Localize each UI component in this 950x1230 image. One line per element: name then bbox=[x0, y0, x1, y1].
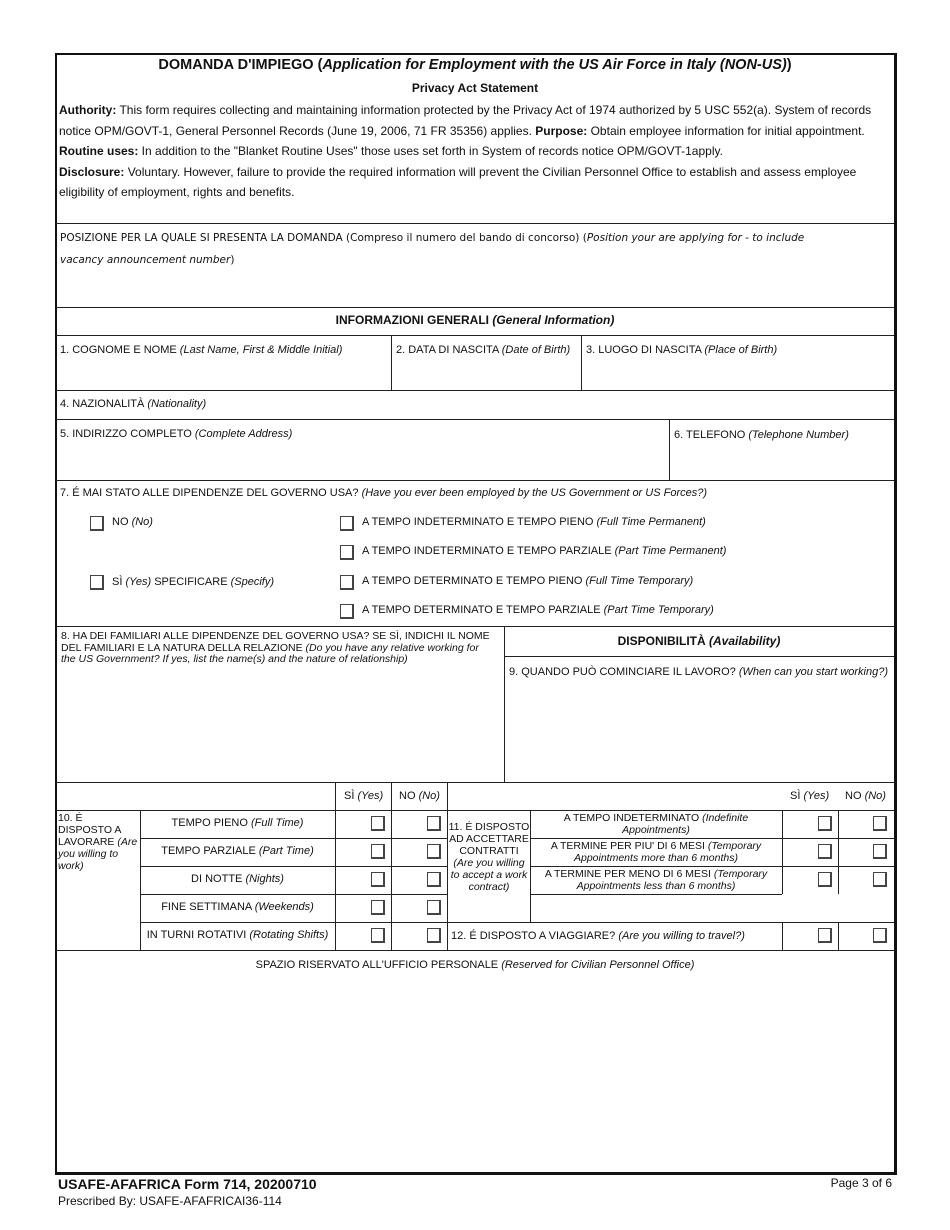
yes-text: SÌ bbox=[344, 790, 358, 802]
divider bbox=[140, 866, 447, 867]
field-label: 3. LUOGO DI NASCITA bbox=[586, 344, 705, 356]
q10-english: (Are you willing to work) bbox=[58, 836, 138, 872]
title-english: Application for Employment with the US Air Force in Italy (NON-US) bbox=[322, 57, 787, 73]
row-text: DI NOTTE bbox=[191, 873, 246, 885]
q10-label bbox=[58, 812, 138, 872]
purpose-text: Obtain employee information for initial appointment. bbox=[587, 123, 865, 138]
q12-text: 12. É DISPOSTO A VIAGGIARE? bbox=[451, 930, 619, 942]
q10-yes-checkbox[interactable] bbox=[371, 872, 385, 887]
field-label-english: (Nationality) bbox=[147, 398, 207, 410]
q10-yes-checkbox[interactable] bbox=[371, 900, 385, 915]
row-english: (Weekends) bbox=[254, 901, 314, 913]
divider bbox=[838, 922, 839, 950]
general-heading-english: (General Information) bbox=[492, 313, 615, 327]
q7-option-checkbox[interactable] bbox=[340, 516, 354, 531]
no-text: NO bbox=[399, 790, 419, 802]
yes-english: (Yes) bbox=[357, 790, 384, 802]
no-header bbox=[399, 790, 440, 802]
row-text: IN TURNI ROTATIVI bbox=[146, 929, 250, 941]
q7-option-checkbox[interactable] bbox=[340, 545, 354, 560]
field-label-english: (Place of Birth) bbox=[704, 344, 778, 356]
telephone-field[interactable] bbox=[674, 429, 849, 441]
no-english: (No) bbox=[131, 516, 153, 528]
no-text: NO bbox=[845, 790, 865, 802]
q11-row-label bbox=[532, 840, 780, 864]
yes-english: (Yes) bbox=[125, 576, 152, 588]
routine-label: Routine uses: bbox=[59, 144, 139, 158]
q10-no-checkbox[interactable] bbox=[427, 928, 441, 943]
purpose-label: Purpose: bbox=[535, 123, 588, 138]
q11-yes-checkbox[interactable] bbox=[818, 872, 832, 887]
divider bbox=[140, 922, 447, 923]
divider bbox=[140, 894, 447, 895]
q10-row-label bbox=[140, 873, 335, 885]
divider bbox=[391, 782, 392, 950]
option-english: (Full Time Permanent) bbox=[596, 516, 706, 528]
q11-no-checkbox[interactable] bbox=[873, 844, 887, 859]
q12-label bbox=[451, 930, 745, 942]
divider bbox=[56, 480, 894, 481]
q7-option-label bbox=[362, 604, 714, 616]
divider bbox=[56, 626, 894, 627]
general-info-heading bbox=[56, 313, 894, 327]
divider bbox=[447, 922, 894, 923]
q11-row-label bbox=[532, 812, 780, 836]
q10-row-label bbox=[140, 817, 335, 829]
q11-no-checkbox[interactable] bbox=[873, 872, 887, 887]
q12-english: (Are you willing to travel?) bbox=[618, 930, 745, 942]
q10-yes-checkbox[interactable] bbox=[371, 844, 385, 859]
q7-text: 7. É MAI STATO ALLE DIPENDENZE DEL GOVERNO USA? bbox=[60, 487, 362, 499]
reserved-area bbox=[56, 959, 894, 971]
q9-text: 9. QUANDO PUÒ COMINCIARE IL LAVORO? bbox=[509, 666, 739, 678]
yes-header bbox=[344, 790, 383, 802]
q7-english: (Have you ever been employed by the US Government or US Forces?) bbox=[361, 487, 708, 499]
availability-heading bbox=[504, 634, 894, 648]
row-english: (Temporary Appointments more than 6 months) bbox=[573, 840, 762, 864]
privacy-statement bbox=[59, 100, 891, 203]
option-text: A TEMPO INDETERMINATO E TEMPO PARZIALE bbox=[362, 545, 615, 557]
no-english: (No) bbox=[864, 790, 886, 802]
yes-text: SÌ bbox=[112, 576, 126, 588]
disclosure-label: Disclosure: bbox=[59, 164, 125, 179]
availability-english: (Availability) bbox=[708, 634, 781, 648]
q10-yes-checkbox[interactable] bbox=[371, 816, 385, 831]
divider bbox=[56, 307, 894, 308]
specify-english: (Specify) bbox=[230, 576, 275, 588]
relatives-field[interactable] bbox=[61, 631, 491, 666]
divider bbox=[530, 838, 894, 839]
position-label-english: Position your are applying for - to include vacancy announcement number bbox=[60, 232, 805, 266]
general-heading-text: INFORMAZIONI GENERALI bbox=[335, 313, 493, 327]
q11-yes-checkbox[interactable] bbox=[818, 816, 832, 831]
divider bbox=[56, 335, 894, 336]
prescribed-by: Prescribed By: USAFE-AFAFRICAI36-114 bbox=[58, 1194, 282, 1208]
divider bbox=[581, 335, 582, 390]
address-field[interactable] bbox=[60, 428, 292, 440]
position-label-end: ) bbox=[230, 254, 235, 266]
field-label-english: (Date of Birth) bbox=[501, 344, 571, 356]
option-english: (Part Time Permanent) bbox=[614, 545, 727, 557]
field-label-english: (Complete Address) bbox=[194, 428, 293, 440]
row-english: (Temporary Appointments less than 6 months) bbox=[576, 868, 768, 892]
q7-yes-label bbox=[112, 576, 274, 588]
q7-option-label bbox=[362, 575, 693, 587]
form-number: USAFE-AFAFRICA Form 714, 20200710 bbox=[58, 1176, 317, 1192]
nationality-field[interactable] bbox=[60, 398, 206, 410]
divider bbox=[530, 810, 531, 922]
q7-label bbox=[60, 487, 707, 499]
divider bbox=[669, 419, 670, 480]
row-text: A TERMINE PER PIU' DI 6 MESI bbox=[550, 840, 708, 852]
field-label: 4. NAZIONALITÀ bbox=[60, 398, 148, 410]
q7-option-checkbox[interactable] bbox=[340, 604, 354, 619]
q9-english: (When can you start working?) bbox=[738, 666, 888, 678]
reserved-english: (Reserved for Civilian Personnel Office) bbox=[501, 959, 695, 971]
q10-row-label bbox=[140, 901, 335, 913]
authority-text: This form requires collecting and maintaining information protected by the Privacy Act of 1974 authorized by 5 USC 552(a). System of records notice OPM/GOVT-1, General Personnel Records (June 19, 2006, 71 FR 35356) applies. bbox=[59, 103, 872, 138]
row-english: (Part Time) bbox=[258, 845, 314, 857]
option-text: A TEMPO DETERMINATO E TEMPO PARZIALE bbox=[362, 604, 604, 616]
option-english: (Full Time Temporary) bbox=[585, 575, 694, 587]
row-text: TEMPO PARZIALE bbox=[161, 845, 259, 857]
q7-yes-checkbox[interactable] bbox=[90, 575, 104, 590]
field-label: 2. DATA DI NASCITA bbox=[396, 344, 502, 356]
q11-row-label bbox=[532, 868, 780, 892]
divider bbox=[504, 626, 505, 782]
q10-row-label bbox=[140, 845, 335, 857]
row-text: A TERMINE PER MENO DI 6 MESI bbox=[544, 868, 714, 880]
authority-label: Authority: bbox=[59, 103, 117, 117]
field-label: 5. INDIRIZZO COMPLETO bbox=[60, 428, 195, 440]
q11-english: (Are you willing to accept a work contract) bbox=[450, 857, 528, 893]
privacy-heading: Privacy Act Statement bbox=[411, 81, 539, 95]
position-label: POSIZIONE PER LA QUALE SI PRESENTA LA DOMANDA (Compreso il numero del bando di concorso) ( bbox=[60, 232, 587, 244]
q7-no-checkbox[interactable] bbox=[90, 516, 104, 531]
divider bbox=[782, 922, 783, 950]
divider bbox=[335, 782, 336, 950]
divider bbox=[782, 810, 783, 894]
q10-no-checkbox[interactable] bbox=[427, 844, 441, 859]
q11-label bbox=[448, 821, 530, 893]
yes-text: SÌ bbox=[790, 790, 804, 802]
divider bbox=[530, 866, 894, 867]
title-end: ) bbox=[786, 57, 792, 73]
divider bbox=[391, 335, 392, 390]
q12-no-checkbox[interactable] bbox=[873, 928, 887, 943]
divider bbox=[530, 894, 782, 895]
routine-text: In addition to the "Blanket Routine Uses" those uses set forth in System of records notice OPM/GOVT-1apply. bbox=[138, 144, 723, 158]
q10-no-checkbox[interactable] bbox=[427, 900, 441, 915]
field-label: 6. TELEFONO bbox=[674, 429, 749, 441]
divider bbox=[504, 656, 894, 657]
divider bbox=[56, 223, 894, 224]
q7-option-label bbox=[362, 545, 726, 557]
row-text: A TEMPO INDETERMINATO bbox=[563, 812, 703, 824]
q12-yes-checkbox[interactable] bbox=[818, 928, 832, 943]
specify-text: SPECIFICARE bbox=[151, 576, 231, 588]
divider bbox=[56, 810, 894, 811]
disclosure-text: Voluntary. However, failure to provide the required information will prevent the Civilian Personnel Office to establish and assess employee eligibility of employment, rights and benefits. bbox=[59, 164, 857, 199]
availability-text: DISPONIBILITÀ bbox=[617, 634, 709, 648]
divider bbox=[140, 838, 447, 839]
q7-no-label bbox=[112, 516, 153, 528]
no-text: NO bbox=[112, 516, 132, 528]
date-of-birth-field[interactable] bbox=[396, 344, 570, 356]
no-english: (No) bbox=[418, 790, 440, 802]
q11-no-checkbox[interactable] bbox=[873, 816, 887, 831]
page-number: Page 3 of 6 bbox=[830, 1176, 892, 1190]
q11-text: 11. É DISPOSTO AD ACCETTARE CONTRATTI bbox=[448, 821, 530, 857]
q11-yes-checkbox[interactable] bbox=[818, 844, 832, 859]
row-text: TEMPO PIENO bbox=[171, 817, 251, 829]
reserved-text: SPAZIO RISERVATO ALL'UFFICIO PERSONALE bbox=[255, 959, 502, 971]
q8-text: 8. HA DEI FAMILIARI ALLE DIPENDENZE DEL GOVERNO USA? SE SÌ, INDICHI IL NOME DEL FAMILIARI E LA NATURA DELLA RELAZIONE bbox=[61, 630, 490, 654]
title-text: DOMANDA D'IMPIEGO ( bbox=[158, 57, 323, 73]
row-english: (Indefinite Appointments) bbox=[622, 812, 749, 836]
position-field[interactable] bbox=[60, 227, 840, 271]
row-english: (Full Time) bbox=[251, 817, 304, 829]
q7-option-label bbox=[362, 516, 706, 528]
q7-option-checkbox[interactable] bbox=[340, 575, 354, 590]
field-label-english: (Last Name, First & Middle Initial) bbox=[179, 344, 343, 356]
divider bbox=[56, 419, 894, 420]
row-english: (Rotating Shifts) bbox=[249, 929, 329, 941]
divider bbox=[56, 950, 894, 951]
yes-header bbox=[790, 790, 829, 802]
row-english: (Nights) bbox=[245, 873, 284, 885]
option-english: (Part Time Temporary) bbox=[603, 604, 714, 616]
no-header bbox=[845, 790, 886, 802]
field-label-english: (Telephone Number) bbox=[748, 429, 849, 441]
divider bbox=[56, 782, 894, 783]
field-label: 1. COGNOME E NOME bbox=[60, 344, 180, 356]
yes-english: (Yes) bbox=[803, 790, 830, 802]
option-text: A TEMPO DETERMINATO E TEMPO PIENO bbox=[362, 575, 586, 587]
start-date-field[interactable] bbox=[509, 666, 888, 678]
form-title bbox=[56, 57, 894, 73]
q8-english: (Do you have any relative working for the US Government? If yes, list the name(s) and the nature of relationship) bbox=[61, 641, 479, 665]
place-of-birth-field[interactable] bbox=[586, 344, 777, 356]
option-text: A TEMPO INDETERMINATO E TEMPO PIENO bbox=[362, 516, 597, 528]
q10-row-label bbox=[140, 929, 335, 941]
divider bbox=[56, 390, 894, 391]
name-field[interactable] bbox=[60, 344, 342, 356]
q10-no-checkbox[interactable] bbox=[427, 816, 441, 831]
q10-text: 10. É DISPOSTO A LAVORARE bbox=[58, 812, 121, 848]
row-text: FINE SETTIMANA bbox=[161, 901, 255, 913]
q10-no-checkbox[interactable] bbox=[427, 872, 441, 887]
q10-yes-checkbox[interactable] bbox=[371, 928, 385, 943]
divider bbox=[838, 810, 839, 894]
